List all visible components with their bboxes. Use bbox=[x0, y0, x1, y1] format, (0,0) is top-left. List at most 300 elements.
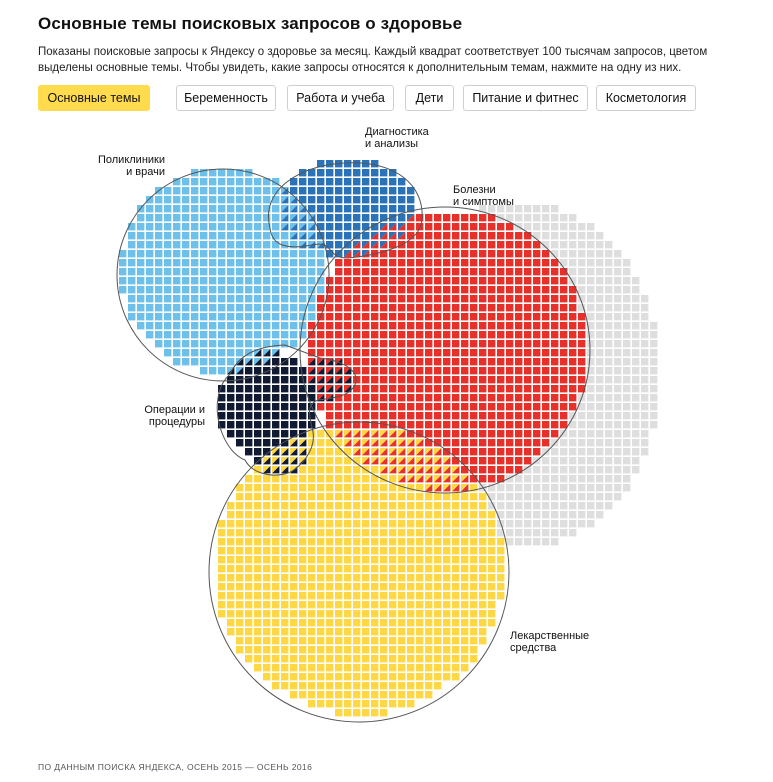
cell-medicines bbox=[326, 574, 333, 581]
cell-diseases bbox=[443, 367, 450, 374]
cell-medicines bbox=[416, 583, 423, 590]
cell-medicines bbox=[308, 646, 315, 653]
cell-operations bbox=[290, 421, 297, 428]
tab-cosmetology[interactable]: Косметология bbox=[596, 85, 696, 111]
cell-medicines bbox=[488, 538, 495, 545]
cell-medicines bbox=[245, 547, 252, 554]
tab-main-topics[interactable]: Основные темы bbox=[38, 85, 150, 111]
cell-polyclinics bbox=[191, 187, 198, 194]
cell-medicines bbox=[263, 502, 270, 509]
cell-medicines bbox=[443, 664, 450, 671]
cell-diseases bbox=[461, 421, 468, 428]
cell-diseases bbox=[479, 304, 486, 311]
cell-polyclinics bbox=[191, 268, 198, 275]
cell-medicines bbox=[443, 628, 450, 635]
cell-diseases bbox=[389, 394, 396, 401]
tab-work-study[interactable]: Работа и учеба bbox=[287, 85, 394, 111]
cell-diseases bbox=[425, 340, 432, 347]
cell-diseases bbox=[362, 286, 369, 293]
cell-diseases bbox=[470, 349, 477, 356]
cell-diseases bbox=[488, 466, 495, 473]
cell-diseases bbox=[344, 349, 351, 356]
cell-polyclinics bbox=[200, 196, 207, 203]
cell-medicines bbox=[407, 529, 414, 536]
cell-polyclinics bbox=[218, 313, 225, 320]
cell-diseases bbox=[326, 322, 333, 329]
cell-medicines bbox=[389, 610, 396, 617]
cell-diseases bbox=[425, 385, 432, 392]
cell-medicines bbox=[254, 601, 261, 608]
cell-other bbox=[542, 538, 549, 545]
cell-other bbox=[623, 340, 630, 347]
cell-medicines bbox=[380, 556, 387, 563]
cell-medicines bbox=[380, 511, 387, 518]
cell-diseases bbox=[443, 430, 450, 437]
cell-medicines bbox=[425, 646, 432, 653]
cell-polyclinics bbox=[128, 268, 135, 275]
cell-polyclinics bbox=[137, 241, 144, 248]
cell-medicines bbox=[254, 583, 261, 590]
cell-medicines bbox=[488, 601, 495, 608]
cell-diseases bbox=[407, 385, 414, 392]
cell-diseases bbox=[506, 385, 513, 392]
cell-diseases bbox=[389, 295, 396, 302]
cell-diseases bbox=[389, 268, 396, 275]
cell-medicines bbox=[434, 529, 441, 536]
cell-medicines bbox=[218, 601, 225, 608]
cell-diagnostics bbox=[353, 223, 360, 230]
cell-other bbox=[614, 448, 621, 455]
cell-medicines bbox=[470, 502, 477, 509]
label-operations-line2: процедуры bbox=[148, 416, 205, 428]
cell-medicines bbox=[326, 520, 333, 527]
cell-medicines bbox=[236, 592, 243, 599]
cell-diseases bbox=[416, 277, 423, 284]
tab-nutrition-fitness[interactable]: Питание и фитнес bbox=[463, 85, 588, 111]
cell-other bbox=[614, 349, 621, 356]
cell-other bbox=[560, 250, 567, 257]
cell-medicines bbox=[344, 565, 351, 572]
cell-diseases bbox=[470, 241, 477, 248]
cell-other bbox=[596, 421, 603, 428]
cell-polyclinics bbox=[299, 295, 306, 302]
cell-diseases bbox=[488, 268, 495, 275]
cell-other bbox=[569, 259, 576, 266]
cell-medicines bbox=[380, 610, 387, 617]
cell-polyclinics bbox=[155, 277, 162, 284]
cell-operations bbox=[245, 367, 252, 374]
cell-medicines bbox=[461, 583, 468, 590]
cell-diseases bbox=[452, 286, 459, 293]
cell-diseases bbox=[479, 331, 486, 338]
cell-medicines bbox=[353, 610, 360, 617]
cell-polyclinics bbox=[245, 295, 252, 302]
cell-medicines bbox=[461, 520, 468, 527]
cell-polyclinics bbox=[227, 322, 234, 329]
cell-other bbox=[605, 484, 612, 491]
cell-medicines bbox=[353, 583, 360, 590]
cell-other bbox=[623, 376, 630, 383]
cell-polyclinics bbox=[128, 277, 135, 284]
cell-other bbox=[605, 412, 612, 419]
cell-polyclinics bbox=[146, 205, 153, 212]
cell-diseases bbox=[371, 277, 378, 284]
cell-diseases bbox=[506, 340, 513, 347]
cell-medicines bbox=[317, 619, 324, 626]
cell-diseases bbox=[425, 322, 432, 329]
cell-diseases bbox=[551, 367, 558, 374]
cell-diseases bbox=[362, 367, 369, 374]
cell-diseases bbox=[560, 277, 567, 284]
cell-medicines bbox=[308, 448, 315, 455]
cell-diseases bbox=[470, 268, 477, 275]
cell-other bbox=[623, 412, 630, 419]
cell-diseases bbox=[497, 223, 504, 230]
cell-polyclinics bbox=[299, 268, 306, 275]
cell-diagnostics bbox=[299, 187, 306, 194]
cell-diseases bbox=[551, 322, 558, 329]
cell-diseases bbox=[344, 313, 351, 320]
cell-operations bbox=[218, 412, 225, 419]
cell-medicines bbox=[335, 448, 342, 455]
cell-polyclinics bbox=[137, 232, 144, 239]
cell-other bbox=[506, 484, 513, 491]
cell-other bbox=[578, 268, 585, 275]
cell-diseases bbox=[524, 259, 531, 266]
cell-polyclinics bbox=[254, 340, 261, 347]
cell-medicines bbox=[299, 502, 306, 509]
cell-other bbox=[614, 277, 621, 284]
cell-medicines bbox=[407, 574, 414, 581]
cell-polyclinics bbox=[254, 259, 261, 266]
cell-diseases bbox=[407, 223, 414, 230]
cell-diseases bbox=[479, 232, 486, 239]
cell-medicines bbox=[335, 628, 342, 635]
cell-diseases bbox=[398, 295, 405, 302]
cell-diseases bbox=[488, 412, 495, 419]
cell-medicines bbox=[353, 673, 360, 680]
cell-diseases bbox=[551, 340, 558, 347]
cell-diagnostics bbox=[335, 205, 342, 212]
cell-diseases bbox=[380, 385, 387, 392]
cell-other bbox=[650, 385, 657, 392]
cell-operations bbox=[245, 385, 252, 392]
cell-polyclinics bbox=[290, 313, 297, 320]
cell-diseases bbox=[470, 358, 477, 365]
cell-medicines bbox=[398, 574, 405, 581]
cell-polyclinics bbox=[146, 214, 153, 221]
cell-medicines bbox=[479, 610, 486, 617]
cell-medicines bbox=[398, 691, 405, 698]
cell-other bbox=[533, 520, 540, 527]
cell-other bbox=[632, 295, 639, 302]
cell-medicines bbox=[290, 511, 297, 518]
cell-diseases bbox=[542, 313, 549, 320]
cell-other bbox=[569, 214, 576, 221]
cell-other bbox=[623, 259, 630, 266]
cell-medicines bbox=[272, 646, 279, 653]
cell-polyclinics bbox=[227, 295, 234, 302]
cell-diseases bbox=[488, 250, 495, 257]
cell-medicines bbox=[362, 484, 369, 491]
cell-medicines bbox=[281, 511, 288, 518]
cell-operations bbox=[245, 403, 252, 410]
cell-other bbox=[596, 358, 603, 365]
cell-diseases bbox=[461, 259, 468, 266]
cell-medicines bbox=[344, 601, 351, 608]
cell-other bbox=[542, 223, 549, 230]
cell-other bbox=[596, 322, 603, 329]
cell-diagnostics bbox=[335, 214, 342, 221]
cell-diseases bbox=[380, 277, 387, 284]
cell-medicines bbox=[416, 592, 423, 599]
cell-diseases bbox=[353, 313, 360, 320]
cell-medicines bbox=[461, 619, 468, 626]
cell-diseases bbox=[524, 349, 531, 356]
cell-polyclinics bbox=[164, 349, 171, 356]
label-diagnostics-line2: и анализы bbox=[365, 138, 419, 150]
cell-medicines bbox=[488, 610, 495, 617]
cell-diseases bbox=[461, 439, 468, 446]
cell-medicines bbox=[380, 547, 387, 554]
cell-medicines bbox=[272, 538, 279, 545]
cell-medicines bbox=[470, 592, 477, 599]
cell-medicines bbox=[236, 637, 243, 644]
cell-medicines bbox=[380, 592, 387, 599]
cell-diseases bbox=[452, 214, 459, 221]
cell-medicines bbox=[398, 655, 405, 662]
cell-other bbox=[614, 358, 621, 365]
cell-diseases bbox=[434, 286, 441, 293]
cell-diseases bbox=[434, 250, 441, 257]
cell-medicines bbox=[308, 556, 315, 563]
cell-medicines bbox=[380, 484, 387, 491]
cell-polyclinics bbox=[200, 178, 207, 185]
cell-medicines bbox=[344, 484, 351, 491]
cell-medicines bbox=[461, 529, 468, 536]
tab-pregnancy[interactable]: Беременность bbox=[176, 85, 276, 111]
cell-medicines bbox=[245, 511, 252, 518]
cell-medicines bbox=[263, 484, 270, 491]
cell-other bbox=[578, 484, 585, 491]
cell-other bbox=[542, 502, 549, 509]
cell-medicines bbox=[335, 466, 342, 473]
cell-polyclinics bbox=[164, 340, 171, 347]
cell-diagnostics bbox=[326, 196, 333, 203]
cell-diseases bbox=[506, 457, 513, 464]
cell-medicines bbox=[398, 493, 405, 500]
cell-other bbox=[551, 484, 558, 491]
cell-medicines bbox=[272, 520, 279, 527]
cell-other bbox=[596, 232, 603, 239]
cell-operations bbox=[245, 394, 252, 401]
cell-medicines bbox=[281, 682, 288, 689]
cell-other bbox=[605, 394, 612, 401]
cell-medicines bbox=[272, 583, 279, 590]
cell-medicines bbox=[398, 619, 405, 626]
cell-polyclinics bbox=[209, 241, 216, 248]
cell-other bbox=[587, 421, 594, 428]
cell-diseases bbox=[416, 394, 423, 401]
cell-diseases bbox=[551, 430, 558, 437]
cell-polyclinics bbox=[200, 304, 207, 311]
cell-medicines bbox=[308, 538, 315, 545]
cell-medicines bbox=[236, 628, 243, 635]
cell-medicines bbox=[371, 493, 378, 500]
cell-polyclinics bbox=[128, 295, 135, 302]
cell-medicines bbox=[389, 484, 396, 491]
cell-medicines bbox=[335, 574, 342, 581]
cell-other bbox=[578, 259, 585, 266]
cell-diseases bbox=[335, 394, 342, 401]
cell-medicines bbox=[308, 637, 315, 644]
cell-medicines bbox=[299, 466, 306, 473]
cell-diseases bbox=[452, 340, 459, 347]
cell-diseases bbox=[479, 295, 486, 302]
cell-medicines bbox=[290, 691, 297, 698]
cell-diseases bbox=[488, 304, 495, 311]
cell-diagnostics bbox=[398, 187, 405, 194]
cell-medicines bbox=[299, 520, 306, 527]
cell-other bbox=[596, 511, 603, 518]
cell-medicines bbox=[407, 484, 414, 491]
cell-medicines bbox=[398, 529, 405, 536]
cell-polyclinics bbox=[290, 250, 297, 257]
cell-polyclinics bbox=[182, 349, 189, 356]
cell-medicines bbox=[344, 556, 351, 563]
cell-other bbox=[533, 538, 540, 545]
cell-other bbox=[560, 529, 567, 536]
cell-diseases bbox=[389, 367, 396, 374]
cell-diseases bbox=[398, 403, 405, 410]
cell-polyclinics bbox=[227, 214, 234, 221]
cell-diagnostics bbox=[335, 178, 342, 185]
cell-medicines bbox=[371, 628, 378, 635]
cell-diseases bbox=[416, 313, 423, 320]
cell-diseases bbox=[461, 250, 468, 257]
cell-diseases bbox=[389, 412, 396, 419]
cell-polyclinics bbox=[137, 286, 144, 293]
cell-operations bbox=[254, 376, 261, 383]
cell-medicines bbox=[470, 655, 477, 662]
cell-other bbox=[596, 475, 603, 482]
cell-medicines bbox=[281, 493, 288, 500]
cell-diseases bbox=[362, 412, 369, 419]
cell-medicines bbox=[299, 493, 306, 500]
cell-medicines bbox=[362, 673, 369, 680]
cell-diseases bbox=[398, 304, 405, 311]
cell-other bbox=[587, 403, 594, 410]
cell-diseases bbox=[551, 313, 558, 320]
cell-diagnostics bbox=[371, 187, 378, 194]
cell-medicines bbox=[263, 610, 270, 617]
cell-diseases bbox=[434, 259, 441, 266]
cell-other bbox=[497, 484, 504, 491]
cell-medicines bbox=[317, 646, 324, 653]
cell-medicines bbox=[479, 565, 486, 572]
cell-medicines bbox=[236, 574, 243, 581]
cell-diseases bbox=[560, 322, 567, 329]
cell-medicines bbox=[317, 682, 324, 689]
cell-polyclinics bbox=[254, 196, 261, 203]
cell-medicines bbox=[380, 583, 387, 590]
cell-polyclinics bbox=[200, 277, 207, 284]
cell-medicines bbox=[326, 547, 333, 554]
cell-diseases bbox=[578, 376, 585, 383]
cell-medicines bbox=[434, 565, 441, 572]
cell-diseases bbox=[497, 331, 504, 338]
cell-polyclinics bbox=[164, 187, 171, 194]
cell-medicines bbox=[308, 484, 315, 491]
cell-medicines bbox=[470, 538, 477, 545]
cell-diseases bbox=[488, 475, 495, 482]
cell-diagnostics bbox=[362, 187, 369, 194]
cell-medicines bbox=[407, 628, 414, 635]
cell-other bbox=[551, 223, 558, 230]
cell-medicines bbox=[416, 556, 423, 563]
cell-medicines bbox=[497, 565, 504, 572]
cell-medicines bbox=[335, 439, 342, 446]
cell-medicines bbox=[434, 628, 441, 635]
cell-diseases bbox=[362, 322, 369, 329]
cell-medicines bbox=[290, 538, 297, 545]
cell-diseases bbox=[335, 259, 342, 266]
cell-medicines bbox=[371, 682, 378, 689]
cell-diseases bbox=[533, 259, 540, 266]
cell-polyclinics bbox=[191, 223, 198, 230]
cell-diseases bbox=[488, 286, 495, 293]
cell-diseases bbox=[434, 313, 441, 320]
cell-medicines bbox=[407, 700, 414, 707]
cell-other bbox=[632, 376, 639, 383]
cell-medicines bbox=[452, 673, 459, 680]
cell-diseases bbox=[452, 322, 459, 329]
cell-diseases bbox=[371, 403, 378, 410]
cell-polyclinics bbox=[272, 277, 279, 284]
cell-polyclinics bbox=[281, 313, 288, 320]
cell-polyclinics bbox=[173, 232, 180, 239]
cell-diagnostics bbox=[344, 232, 351, 239]
cell-medicines bbox=[317, 538, 324, 545]
cell-medicines bbox=[389, 547, 396, 554]
cell-medicines bbox=[308, 565, 315, 572]
cell-operations bbox=[299, 367, 306, 374]
cell-polyclinics bbox=[191, 295, 198, 302]
cell-medicines bbox=[353, 574, 360, 581]
cell-diseases bbox=[389, 421, 396, 428]
cell-medicines bbox=[281, 547, 288, 554]
cell-medicines bbox=[326, 529, 333, 536]
tab-children[interactable]: Дети bbox=[405, 85, 454, 111]
cell-diseases bbox=[515, 367, 522, 374]
cell-operations bbox=[236, 394, 243, 401]
cell-diseases bbox=[434, 421, 441, 428]
cell-medicines bbox=[461, 511, 468, 518]
cell-other bbox=[596, 457, 603, 464]
cell-medicines bbox=[218, 574, 225, 581]
cell-medicines bbox=[461, 628, 468, 635]
cell-diseases bbox=[560, 394, 567, 401]
cell-diagnostics bbox=[362, 178, 369, 185]
cell-diseases bbox=[542, 340, 549, 347]
cell-polyclinics bbox=[155, 223, 162, 230]
cell-diseases bbox=[353, 268, 360, 275]
cell-diseases bbox=[443, 340, 450, 347]
cell-diseases bbox=[506, 241, 513, 248]
cell-medicines bbox=[362, 700, 369, 707]
cell-diseases bbox=[515, 277, 522, 284]
cell-other bbox=[551, 511, 558, 518]
